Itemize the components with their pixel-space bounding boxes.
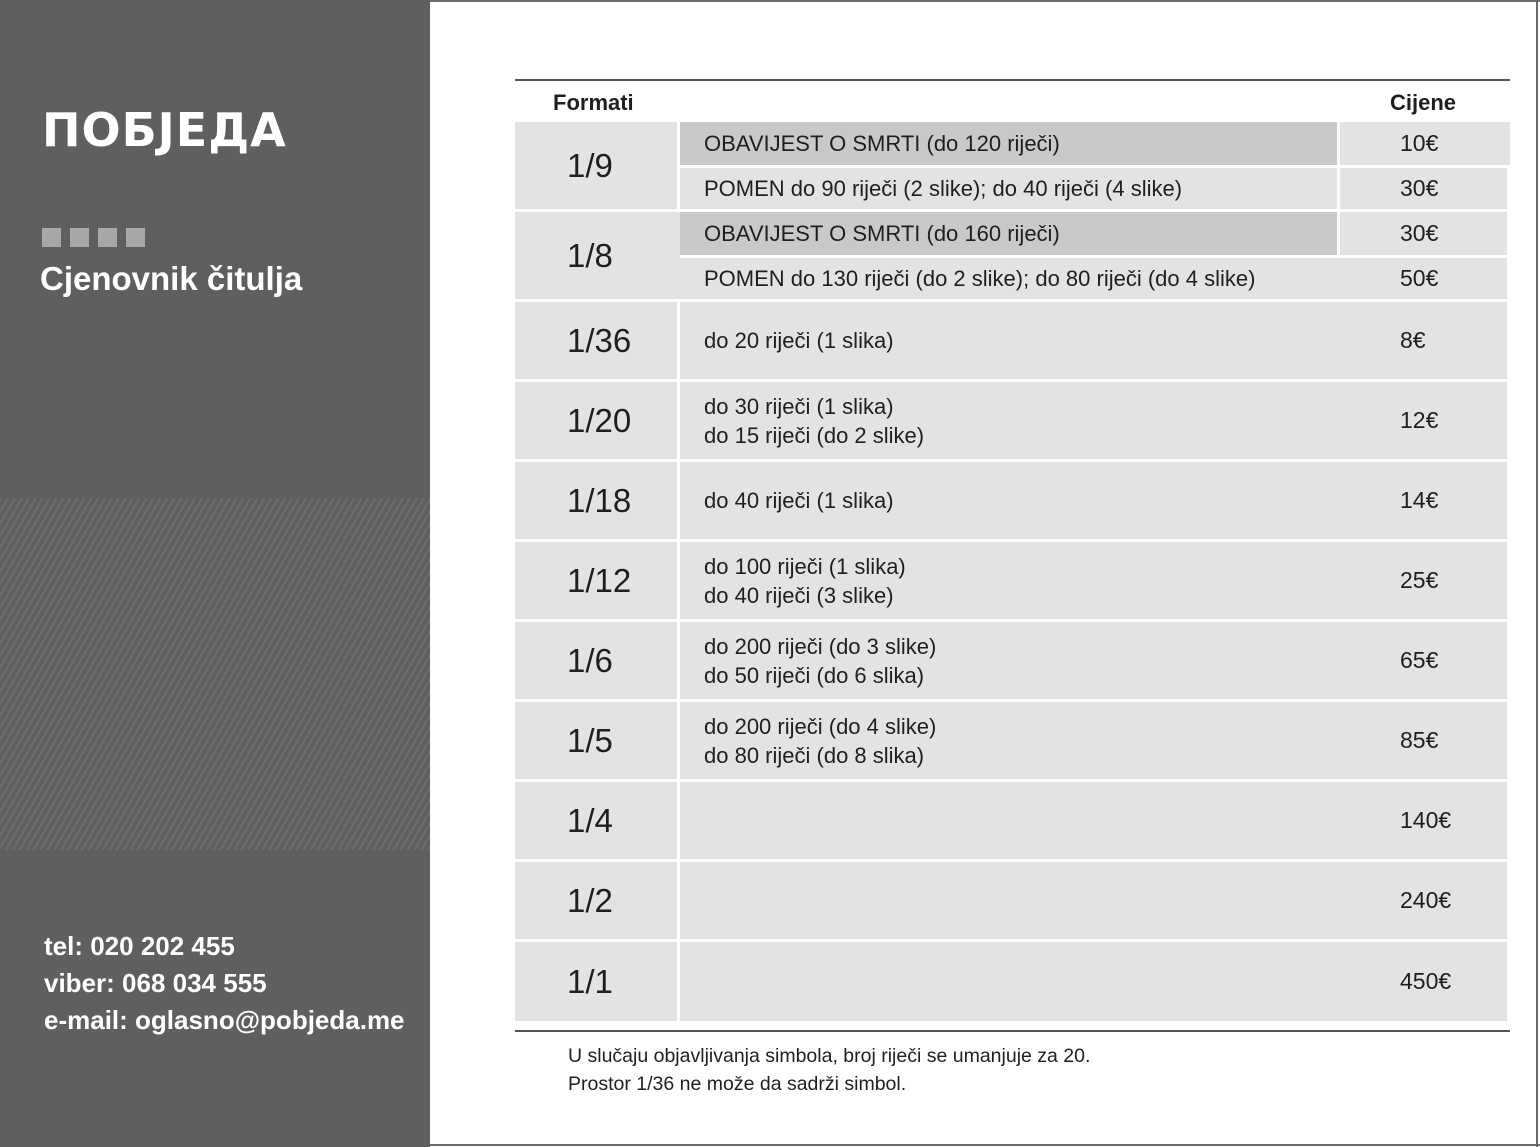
footnote: Prostor 1/36 ne može da sadrži simbol.: [568, 1073, 907, 1095]
frame-top-border: [430, 0, 1540, 2]
description-line: OBAVIJEST O SMRTI (do 160 riječi): [704, 221, 1060, 246]
logo: ПОБЈЕДА: [42, 103, 287, 157]
table-top-rule: [515, 79, 1510, 81]
description-line: do 20 riječi (1 slika): [704, 328, 894, 353]
description-cell: [680, 862, 1340, 942]
format-cell: 1/5: [515, 702, 680, 782]
contact-phone[interactable]: tel: 020 202 455: [44, 931, 235, 961]
square-icon: [70, 228, 89, 247]
price-cell: 30€: [1340, 212, 1510, 258]
description-cell: [680, 212, 1340, 258]
description-line: POMEN do 130 riječi (do 2 slike); do 80 riječi (do 4 slike): [704, 266, 1256, 291]
price-cell: 10€: [1340, 122, 1510, 168]
price-cell: 85€: [1340, 702, 1510, 782]
contact-viber[interactable]: viber: 068 034 555: [44, 968, 267, 998]
description-line: do 15 riječi (do 2 slike): [704, 422, 925, 448]
footnote: U slučaju objavljivanja simbola, broj riječi se umanjuje za 20.: [568, 1045, 1091, 1067]
format-cell: 1/12: [515, 542, 680, 622]
page-title: Cjenovnik čitulja: [40, 260, 303, 297]
price-cell: 140€: [1340, 782, 1510, 862]
format-cell: 1/1: [515, 942, 680, 1024]
sidebar: [0, 0, 430, 1147]
footnotes: [568, 1042, 1090, 1098]
description-line: do 200 riječi (do 4 slike): [704, 713, 937, 739]
description-cell: [680, 258, 1340, 302]
price-cell: 30€: [1340, 168, 1510, 212]
description-cell: [680, 462, 1340, 542]
description-cell: [680, 702, 1340, 782]
description-line: do 40 riječi (3 slike): [704, 582, 894, 608]
description-cell: [680, 302, 1340, 382]
price-cell: 8€: [1340, 302, 1510, 382]
square-icon: [42, 228, 61, 247]
format-cell: 1/6: [515, 622, 680, 702]
format-cell: 1/20: [515, 382, 680, 462]
format-cell: 1/4: [515, 782, 680, 862]
square-icon: [126, 228, 145, 247]
price-cell: 240€: [1340, 862, 1510, 942]
price-cell: 14€: [1340, 462, 1510, 542]
contact-email[interactable]: e-mail: oglasno@pobjeda.me: [44, 1005, 405, 1035]
striped-pattern: [0, 498, 430, 850]
description-line: OBAVIJEST O SMRTI (do 120 riječi): [704, 131, 1060, 156]
description-line: do 50 riječi (do 6 slika): [704, 662, 925, 688]
format-cell: 1/2: [515, 862, 680, 942]
decorative-squares: [42, 228, 145, 247]
description-line: do 200 riječi (do 3 slike): [704, 633, 937, 659]
price-cell: 450€: [1340, 942, 1510, 1024]
table-bottom-rule: [515, 1030, 1510, 1032]
description-cell: [680, 122, 1340, 168]
description-cell: [680, 622, 1340, 702]
column-header-prices: Cijene: [1390, 90, 1457, 115]
price-cell: 50€: [1340, 258, 1510, 302]
price-cell: 65€: [1340, 622, 1510, 702]
price-table: [515, 122, 1510, 1024]
format-cell: 1/36: [515, 302, 680, 382]
price-cell: 12€: [1340, 382, 1510, 462]
format-cell: 1/18: [515, 462, 680, 542]
contact-info: [44, 928, 405, 1039]
description-line: do 80 riječi (do 8 slika): [704, 742, 925, 768]
description-cell: [680, 782, 1340, 862]
description-line: POMEN do 90 riječi (2 slike); do 40 riječi (4 slike): [704, 176, 1183, 201]
frame-right-border: [1536, 0, 1538, 1147]
description-cell: [680, 542, 1340, 622]
square-icon: [98, 228, 117, 247]
frame-bottom-border: [430, 1144, 1540, 1146]
column-header-formats: Formati: [553, 90, 634, 115]
format-cell: 1/8: [515, 212, 680, 302]
description-line: do 40 riječi (1 slika): [704, 488, 894, 513]
description-cell: [680, 382, 1340, 462]
price-cell: 25€: [1340, 542, 1510, 622]
format-cell: 1/9: [515, 122, 680, 212]
description-line: do 30 riječi (1 slika): [704, 393, 894, 419]
description-cell: [680, 168, 1340, 212]
description-line: do 100 riječi (1 slika): [704, 553, 906, 579]
description-cell: [680, 942, 1340, 1024]
